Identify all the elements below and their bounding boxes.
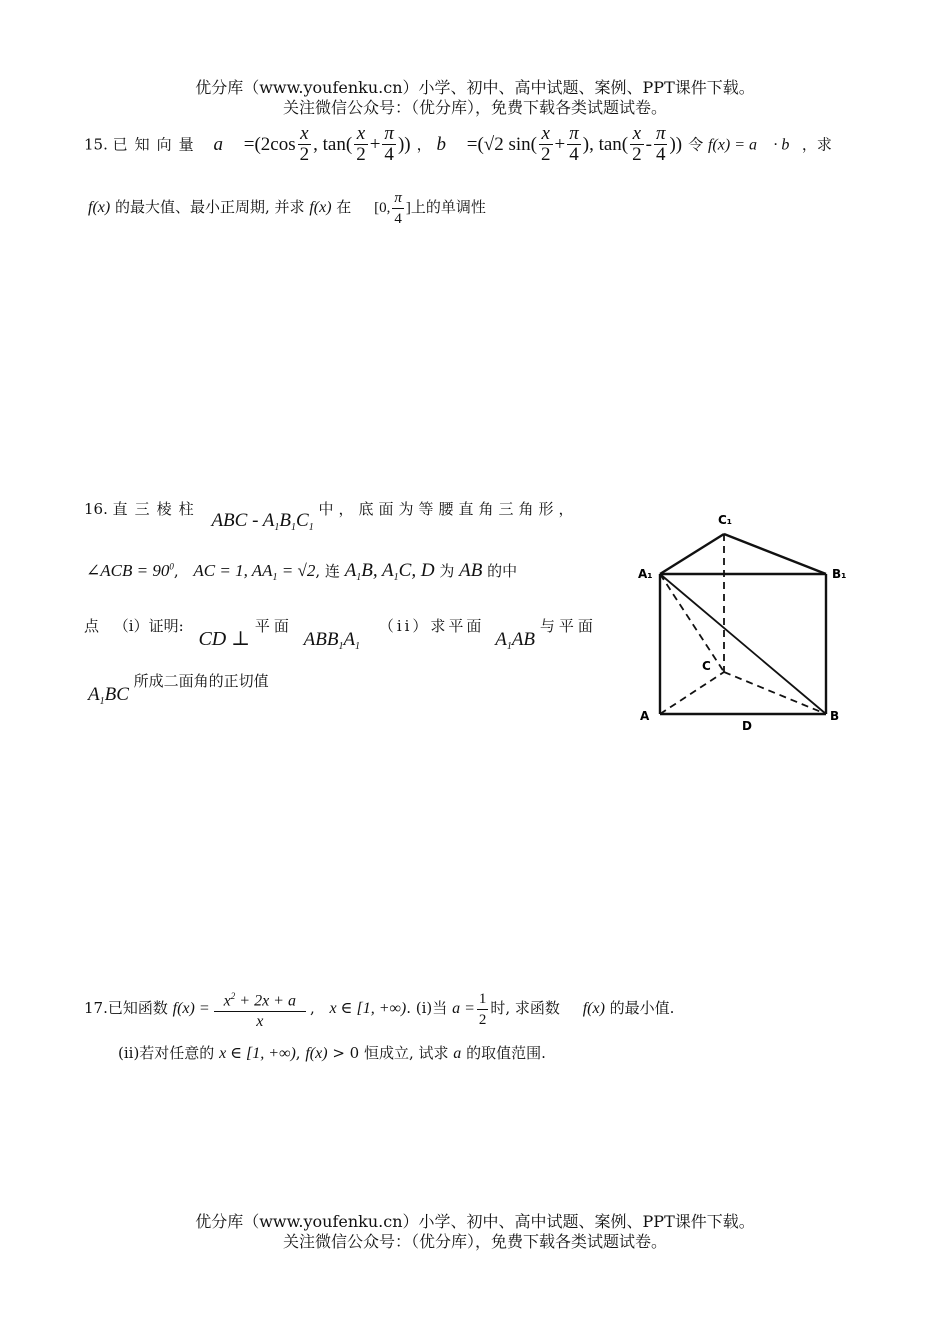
q17-part1: (i)当 <box>415 999 448 1018</box>
q16-intro: 直三棱柱 <box>112 500 201 518</box>
label-d: D <box>742 719 752 733</box>
q15-number: 15. <box>84 135 108 154</box>
header-line-2: 关注微信公众号：（优分库），免费下载各类试题试卷。 <box>282 98 667 117</box>
question-15-line-2: f(x) 的最大值、最小正周期, 并求 f(x) 在 [0, $\frac{\pi}{4}$ ]上的单调性 <box>88 190 486 227</box>
q17-part2: (ii)若对任意的 <box>118 1044 215 1062</box>
q16-prism: ABC - $A_1B_1C_1$ <box>211 510 314 533</box>
question-16-line-2: ∠ACB = $90^0$, AC = 1, $AA_1 = √2$, 连 $A_1B$, $A_1C$, D 为 AB 的中 <box>86 560 518 583</box>
q17-number: 17. <box>84 999 108 1018</box>
label-a: A <box>640 709 650 723</box>
question-17-line-2: (ii)若对任意的 x ∈ [1, +∞), f(x) > 0 恒成立, 试求 a 的取值范围. <box>118 1044 546 1062</box>
question-16-line-4: $A_1BC$ 所成二面角的正切值 <box>88 672 269 707</box>
prism-figure <box>628 508 878 738</box>
footer-line-2: 关注微信公众号：（优分库），免费下载各类试题试卷。 <box>282 1232 667 1251</box>
question-16-line-1 <box>84 498 619 533</box>
q16-number: 16. <box>84 500 108 518</box>
header-line-1: 优分库（www.youfenku.cn）小学、初中、高中试题、案例、PPT课件下载。 <box>195 78 755 97</box>
q17-range: 的取值范围. <box>466 1044 546 1062</box>
q15-interval: [0, $\frac{\pi}{4}$ ] <box>374 190 411 227</box>
q16-wei: 为 <box>439 562 455 580</box>
q16-yu: 与平面 <box>539 617 597 635</box>
q15-intro: 已知向量 <box>112 135 201 154</box>
label-b1: B₁ <box>832 567 847 581</box>
label-b: B <box>830 709 840 723</box>
q15-vector-a: a⃗ =(2cos $\frac{x}{2}$ , tan( $\frac{x}{2}$ + $\frac{\pi}{4}$ )) <box>213 123 411 165</box>
question-16-line-3: 点 （i）证明: CD ⊥ 平面 $ABB_1A_1$ （ii）求平面 $A_1AB$ 与平面 <box>84 617 597 652</box>
q17-intro: 已知函数 <box>107 999 168 1018</box>
q17-shi: 时, 求函数 <box>490 999 560 1018</box>
q15-text-2a: 的最大值、最小正周期, 并求 <box>114 197 305 216</box>
q16-lian: 连 <box>324 562 340 580</box>
q16-pingmian1: 平面 <box>254 617 293 635</box>
q16-part1: （i）证明: <box>113 617 184 635</box>
q15-qiu: ，求 <box>801 135 832 154</box>
q16-text-1b: 中，底面为等腰直角三角形， <box>318 500 579 518</box>
q15-f-def: f(x) = a⃗ · b⃗ <box>707 136 802 154</box>
q16-tail: 所成二面角的正切值 <box>133 672 269 690</box>
q16-part2: （ii）求平面 <box>378 617 485 635</box>
q16-dezhong: 的中 <box>487 562 518 580</box>
q17-cond: 恒成立, 试求 <box>363 1044 449 1062</box>
footer-line-1: 优分库（www.youfenku.cn）小学、初中、高中试题、案例、PPT课件下载。 <box>195 1212 755 1231</box>
q16-dian: 点 <box>84 617 100 635</box>
q17-min: 的最小值. <box>609 999 675 1018</box>
question-15-line-1: 15. 已知向量 a⃗ =(2cos $\frac{x}{2}$ , tan( $\frac{x}{2}$ + $\frac{\pi}{4}$ )) ， b⃗ =(√2 sin( $\frac{x}{2}$ + $\frac{\pi}{4}$ ), tan( $\frac{x}{2}$ - $\frac{\pi}{4}$ )) 令 f(x) = a⃗ · b⃗，求 <box>84 123 832 165</box>
label-c1: C₁ <box>718 513 733 527</box>
q15-text-2c: 上的单调性 <box>410 197 486 216</box>
question-17-line-1: 17.已知函数 f(x) = $\frac{x^2 + 2x + a}{x}$ , x ∈ [1, +∞). (i)当 a = $\frac{1}{2}$ 时, 求函数 f(x) 的最小值. <box>84 986 674 1032</box>
label-c: C <box>702 659 711 673</box>
label-a1: A₁ <box>638 567 653 581</box>
q15-vector-b: b⃗ =(√2 sin( $\frac{x}{2}$ + $\frac{\pi}{4}$ ), tan( $\frac{x}{2}$ - $\frac{\pi}{4}$ )) <box>436 123 683 165</box>
q15-ling: 令 <box>688 135 704 154</box>
q15-text-2b: 在 <box>336 197 352 216</box>
